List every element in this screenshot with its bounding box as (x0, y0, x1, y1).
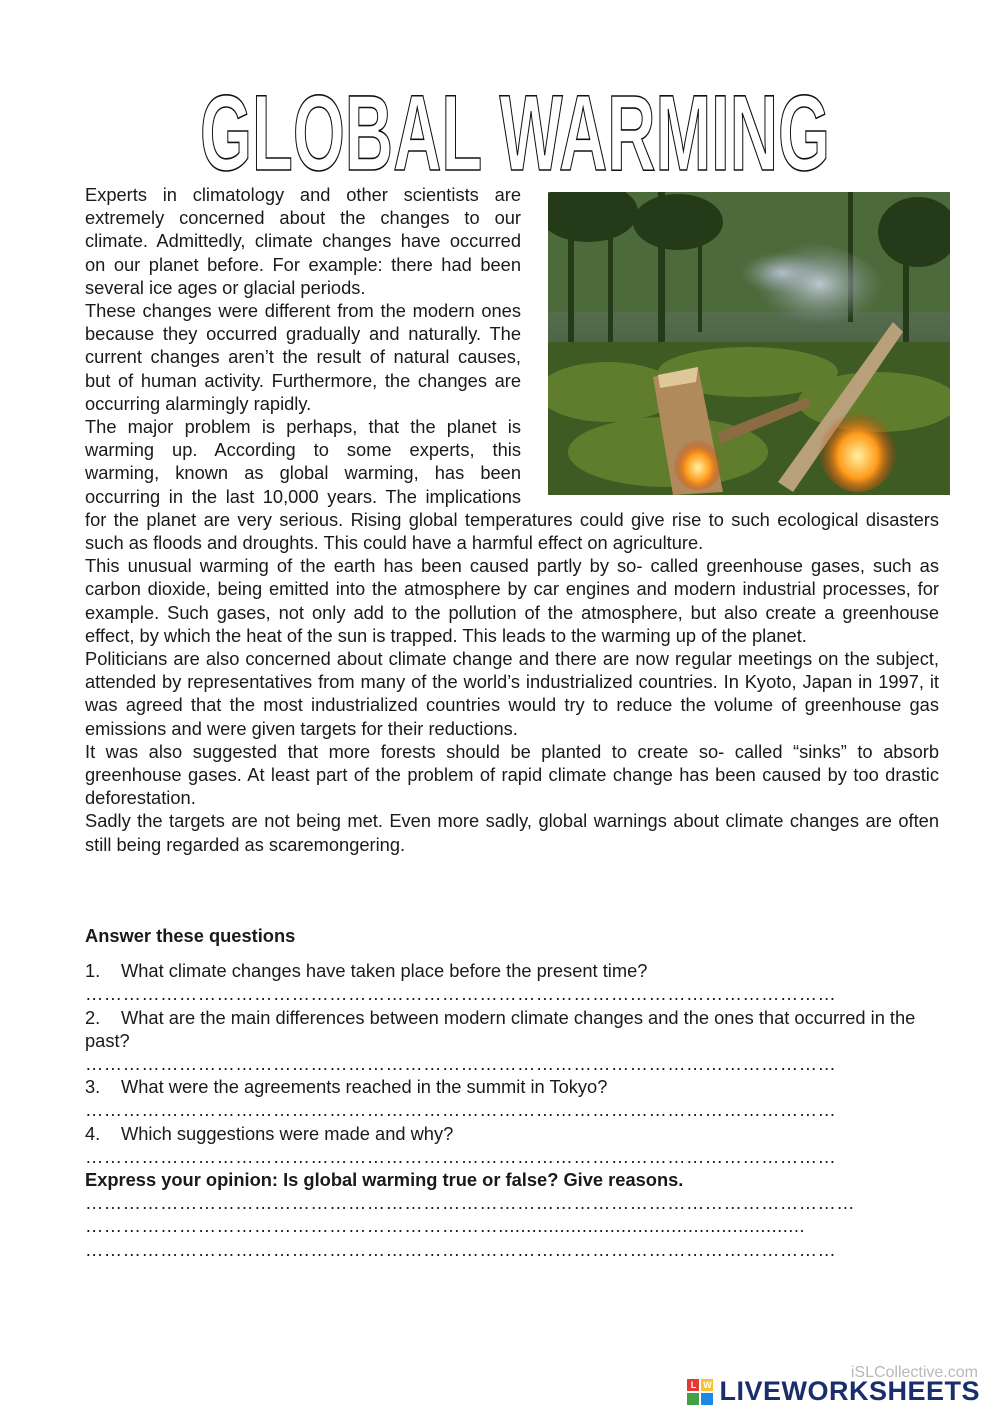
title-text: GLOBAL WARMING (200, 72, 830, 182)
question-item (85, 959, 945, 982)
answer-line[interactable]: ………………………………………………………………………………………………………… (85, 1053, 837, 1075)
answer-line[interactable]: ………………………………………………………………………………………………………… (85, 1099, 837, 1121)
question-text: What climate changes have taken place before the present time? (121, 960, 648, 982)
answer-line[interactable]: ………………………………………………………………………………………………………… (85, 983, 837, 1005)
image-float-spacer (521, 183, 939, 505)
logo-square (687, 1393, 699, 1405)
logo-square: W (703, 1379, 712, 1390)
question-item (85, 1006, 945, 1052)
article-paragraph: Experts in climatology and other scientists are extremely concerned about the changes to our climate. Admittedly, climate changes have occurred on our planet before. For example: there had been several ice ages or glacial periods. (85, 184, 521, 298)
question-text: What were the agreements reached in the summit in Tokyo? (121, 1076, 608, 1098)
opinion-answer-line[interactable]: …………………………………………………………………………………………………………… (85, 1192, 856, 1214)
questions-heading: Answer these questions (85, 925, 296, 946)
logo-grid-icon (687, 1379, 713, 1405)
question-number: 2. (85, 1006, 101, 1028)
article-paragraph: These changes were different from the modern ones because they occurred gradually and naturally. The current changes aren’t the result of natural causes, but of human activity. Furthermore, the changes are occurring alarmingly rapidly. (85, 300, 521, 414)
article-paragraph: The major problem is perhaps, that the planet is warming up. According to some experts, this warming, known as global warming, has been occurring in the last 10,000 years. The implications for the planet are very serious. Rising global temperatures could give rise to such ecological disasters such as floods and droughts. This could have a harmful effect on agriculture. (85, 416, 939, 554)
questions-section (85, 924, 945, 1261)
question-number: 4. (85, 1122, 101, 1144)
opinion-answer-line[interactable]: …………………………………………………………....................................................... (85, 1215, 806, 1237)
question-item (85, 1075, 945, 1098)
footer-branding (680, 1364, 980, 1408)
question-text: What are the main differences between modern climate changes and the ones that occurred in the past? (85, 1006, 916, 1051)
article-paragraph: It was also suggested that more forests should be planted to create so- called “sinks” to absorb greenhouse gases. At least part of the problem of rapid climate change has been caused by too drastic deforestation. (85, 740, 939, 809)
watermark-text: iSLCollective.com (850, 1364, 978, 1381)
question-number: 1. (85, 960, 101, 982)
logo-square (701, 1393, 713, 1405)
opinion-answer-line[interactable]: ………………………………………………………………………………………………………… (85, 1238, 837, 1260)
logo-square: L (687, 1379, 699, 1391)
answer-line[interactable]: ………………………………………………………………………………………………………… (85, 1145, 837, 1167)
liveworksheets-logo[interactable] (687, 1376, 980, 1407)
article-paragraph: Sadly the targets are not being met. Even more sadly, global warnings about climate changes are often still being regarded as scaremongering. (85, 810, 939, 855)
question-item (85, 1122, 945, 1145)
title-outline-art (0, 72, 1000, 182)
question-text: Which suggestions were made and why? (121, 1122, 454, 1144)
article-body (85, 183, 939, 856)
brand-name: LIVEWORKSHEETS (719, 1376, 980, 1406)
article-paragraph: Politicians are also concerned about climate change and there are now regular meetings on the subject, attended by representatives from many of the world’s industrialized countries. In Kyoto, Japan in 1997, it was agreed that the most industrialized countries would try to reduce the volume of greenhouse gas emissions and were given targets for their reductions. (85, 648, 939, 739)
page-title (0, 72, 1000, 182)
question-number: 3. (85, 1076, 101, 1098)
article-paragraph: This unusual warming of the earth has been caused partly by so- called greenhouse gases, such as carbon dioxide, being emitted into the atmosphere by car engines and modern industrial processes, for example. Such gases, not only add to the pollution of the atmosphere, but also create a greenhouse effect, by which the heat of the sun is trapped. This leads to the warming up of the planet. (85, 555, 939, 646)
opinion-prompt: Express your opinion: Is global warming true or false? Give reasons. (85, 1169, 684, 1191)
